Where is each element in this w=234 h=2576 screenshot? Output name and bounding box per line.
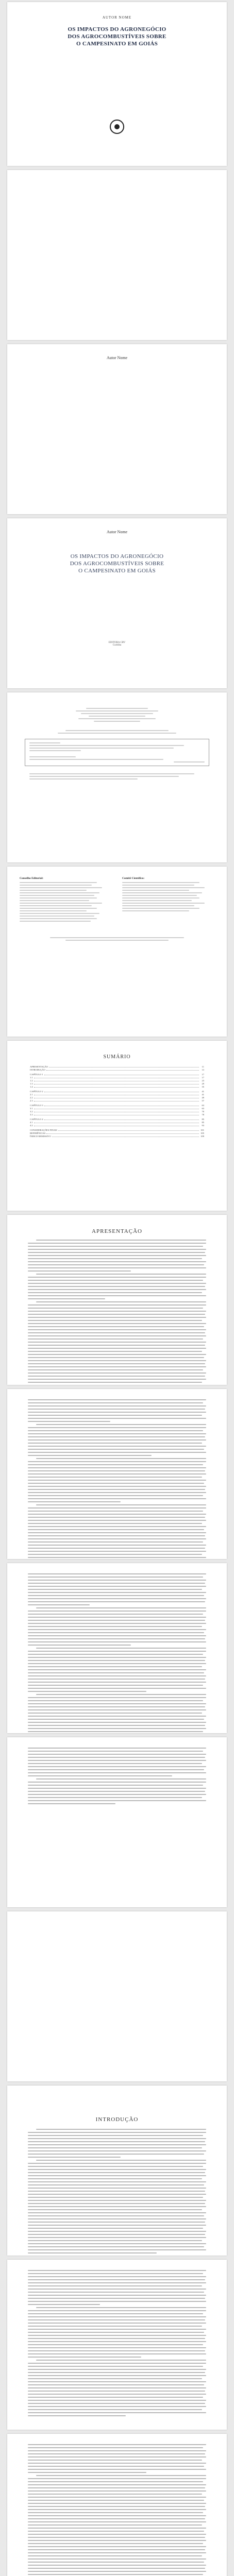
toc-page-number: 35 [202, 1085, 204, 1088]
presentation-page-4 [7, 1737, 227, 1907]
toc-label: 2.3 [30, 1099, 33, 1102]
catalog-card [25, 739, 209, 766]
toc-page-number: 109 [200, 1134, 204, 1138]
toc-label: ÍNDICE REMISSIVO [30, 1134, 51, 1138]
city-label: Curitiba [112, 644, 122, 647]
title-line: DOS AGROCOMBUSTÍVEIS SOBRE [70, 561, 164, 567]
editorial-council-names [20, 882, 112, 922]
copyright-page [7, 692, 227, 862]
presentation-text [7, 1240, 227, 1385]
toc-label: CAPÍTULO 1 [30, 1073, 43, 1076]
toc-label: 4.1 [30, 1121, 33, 1124]
presentation-continued-text [7, 1399, 227, 1559]
title-page-author: Autor Nome [106, 530, 128, 534]
toc-page-number: 85 [202, 1121, 204, 1124]
title-line: O CAMPESINATO EM GOIÁS [78, 568, 156, 574]
toc-title: SUMÁRIO [103, 1054, 131, 1060]
scientific-committee-names [122, 882, 214, 911]
toc-row[interactable] [30, 1113, 204, 1116]
toc-label: 3.3 [30, 1113, 33, 1116]
toc-label: CAPÍTULO 2 [30, 1090, 43, 1093]
toc-page-number: 57 [202, 1099, 204, 1102]
toc-page-number: 23 [202, 1079, 204, 1082]
toc-page-number: 17 [202, 1073, 204, 1076]
toc-row[interactable] [30, 1099, 204, 1102]
copyright-notice [29, 773, 205, 779]
toc-page-number: 85 [202, 1117, 204, 1121]
publisher-seal-icon [110, 120, 124, 134]
half-title-page [7, 344, 227, 514]
toc-page-number: 93 [202, 1124, 204, 1127]
blank-page [7, 1911, 227, 2081]
title-page-title [7, 553, 227, 574]
introduction-page-1 [7, 2086, 227, 2256]
presentation-end-text [7, 1748, 227, 1804]
toc-page-number: 63 [202, 1104, 204, 1107]
catalog-heading [50, 730, 184, 734]
introduction-text [7, 2129, 227, 2253]
toc-label: 2.2 [30, 1096, 33, 1099]
toc-row[interactable] [30, 1085, 204, 1088]
half-title-author: Autor Nome [106, 355, 128, 360]
introduction-page-2 [7, 2260, 227, 2430]
toc-page-number: 41 [202, 1093, 204, 1096]
cover-title [7, 26, 227, 47]
toc-label: CAPÍTULO 3 [30, 1104, 43, 1107]
presentation-page-1 [7, 1215, 227, 1385]
toc-label: 1.1 [30, 1076, 33, 1079]
toc-label: INTRODUÇÃO [30, 1068, 45, 1071]
title-line: OS IMPACTOS DO AGRONEGÓCIO [70, 553, 164, 560]
toc-page-number: 63 [202, 1107, 204, 1110]
editorial-council-page [7, 867, 227, 1037]
introduction-continued-text [7, 2270, 227, 2416]
toc-list [7, 1065, 227, 1138]
toc-page-number: 41 [202, 1090, 204, 1093]
editorial-council-title: Conselho Editorial: [20, 877, 43, 880]
cover-title-line: OS IMPACTOS DO AGRONEGÓCIO [68, 26, 166, 32]
cover-title-line: O CAMPESINATO EM GOIÁS [76, 41, 158, 47]
introduction-page-3 [7, 2434, 227, 2576]
publisher-label: EDITORA CRV [108, 641, 126, 644]
toc-page-number: 29 [202, 1082, 204, 1085]
toc-page-number: 70 [202, 1110, 204, 1113]
presentation-page-3 [7, 1563, 227, 1733]
toc-label: 3.1 [30, 1107, 33, 1110]
toc-label: 3.2 [30, 1110, 33, 1113]
toc-label: 4.2 [30, 1124, 33, 1127]
peer-review-note [40, 937, 194, 941]
toc-page-number: 105 [200, 1131, 204, 1134]
presentation-continued-text [7, 1573, 227, 1733]
toc-page-number: 49 [202, 1096, 204, 1099]
catalog-card-text [29, 742, 205, 762]
cover-title-line: DOS AGROCOMBUSTÍVEIS SOBRE [68, 33, 166, 40]
toc-page-number: 17 [202, 1076, 204, 1079]
toc-label: CAPÍTULO 4 [30, 1117, 43, 1121]
cover-author: AUTOR NOME [102, 15, 132, 20]
scientific-committee-column [122, 877, 214, 922]
toc-row[interactable] [30, 1068, 204, 1071]
title-page [7, 518, 227, 688]
presentation-title: APRESENTAÇÃO [92, 1228, 142, 1234]
editorial-council-column [20, 877, 112, 922]
toc-row[interactable] [30, 1124, 204, 1127]
toc-page-number: 101 [200, 1128, 204, 1131]
toc-label: 1.3 [30, 1082, 33, 1085]
toc-page-number: 13 [202, 1068, 204, 1071]
toc-page-number: 11 [202, 1065, 204, 1068]
toc-page [7, 1041, 227, 1211]
presentation-page-2 [7, 1389, 227, 1559]
toc-label: REFERÊNCIAS [30, 1131, 46, 1134]
toc-page-number: 78 [202, 1113, 204, 1116]
copyright-text [60, 708, 174, 722]
introduction-continued-text [7, 2444, 227, 2576]
toc-label: CONSIDERAÇÕES FINAIS [30, 1128, 57, 1131]
cover-page [7, 2, 227, 166]
blank-page [7, 170, 227, 340]
introduction-title: INTRODUÇÃO [95, 2116, 139, 2123]
scientific-committee-title: Comitê Científico: [122, 877, 145, 880]
toc-label: 1.4 [30, 1085, 33, 1088]
toc-label: 2.1 [30, 1093, 33, 1096]
toc-label: APRESENTAÇÃO [30, 1065, 48, 1068]
toc-label: 1.2 [30, 1079, 33, 1082]
